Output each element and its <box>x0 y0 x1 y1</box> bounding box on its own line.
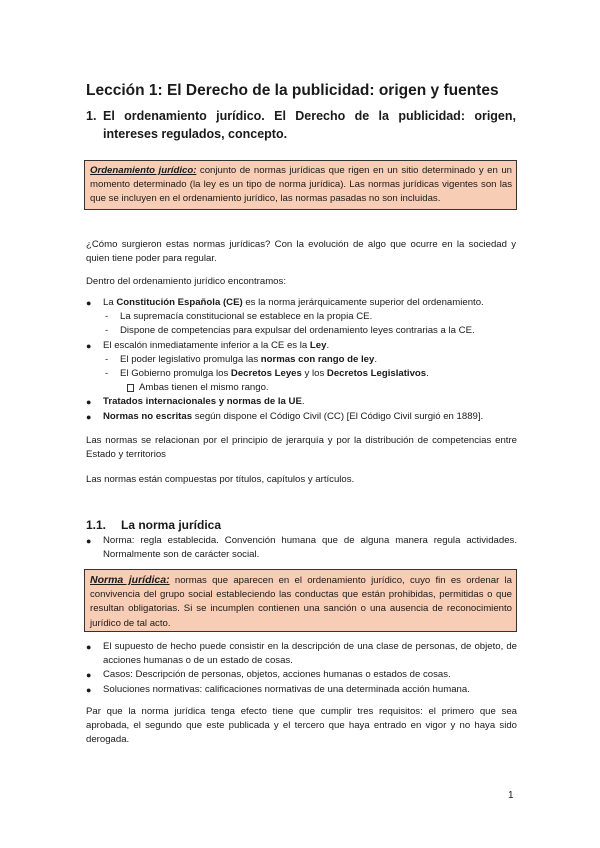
subsection-title: La norma jurídica <box>121 518 222 532</box>
list-item: ● El escalón inmediatamente inferior a la CE es la Ley. <box>86 339 518 353</box>
sub-sub-list-item: Ambas tienen el mismo rango. <box>86 381 518 395</box>
bullet-icon: ● <box>86 642 92 652</box>
ordenamiento-list <box>86 296 518 424</box>
paragraph-hierarchy: Las normas se relacionan por el principio de jerarquía y por la distribución de competencias entre Estado y territorios <box>86 435 517 461</box>
dash-icon: - <box>105 353 109 365</box>
bullet-icon: ● <box>86 298 92 308</box>
bullet-icon: ● <box>86 397 92 408</box>
paragraph-structure: Las normas están compuestas por títulos, capítulos y artículos. <box>86 474 355 485</box>
definition-term: Norma jurídica: <box>90 574 170 586</box>
norma-definition-list <box>86 534 517 562</box>
sub-list-item: - La supremacía constitucional se establece en la propia CE. <box>86 310 518 324</box>
sub-list-item: - Dispone de competencias para expulsar del ordenamiento leyes contrarias a la CE. <box>86 324 518 338</box>
list-item: ● Tratados internacionales y normas de la UE. <box>86 395 518 409</box>
paragraph-origin: ¿Cómo surgieron estas normas jurídicas? Con la evolución de algo que ocurre en la sociedad y quien tiene poder para regular. <box>86 239 516 265</box>
list-item: ● La Constitución Española (CE) es la norma jerárquicamente superior del ordenamiento. <box>86 296 518 310</box>
subsection-heading <box>86 518 222 532</box>
lesson-title: Lección 1: El Derecho de la publicidad: origen y fuentes <box>86 82 499 99</box>
paragraph-within: Dentro del ordenamiento jurídico encontramos: <box>86 276 286 287</box>
bullet-icon: ● <box>86 411 92 422</box>
definition-box-ordenamiento <box>84 160 517 210</box>
norma-structure-list <box>86 640 517 697</box>
page-number: 1 <box>508 790 514 801</box>
bullet-icon: ● <box>86 670 92 681</box>
bullet-icon: ● <box>86 340 92 351</box>
list-item: ● Soluciones normativas: calificaciones normativas de una determinada acción humana. <box>86 683 517 697</box>
section-heading-1 <box>86 107 516 143</box>
dash-icon: - <box>105 325 109 337</box>
square-bullet-icon <box>127 384 134 392</box>
subsection-number: 1.1. <box>86 518 107 532</box>
definition-text: conjunto de normas jurídicas que rigen en un sitio determinado y en un momento determinado (la ley es un tipo de norma jurídica). Las normas jurídicas vigentes son las que se incluyen en el ordenamiento jurídico, las normas pasadas no son incluidas. <box>90 165 512 205</box>
bullet-icon: ● <box>86 536 92 546</box>
definition-text: normas que aparecen en el ordenamiento jurídico, cuyo fin es ordenar la convivencia del grupo social estableciendo las conductas que están prohibidas, permitidas o que resultan obligatorias. Si se incumplen contienen una sanción o una ausencia de reconocimiento jurídico de tal acto. <box>90 575 512 629</box>
list-item: ● Casos: Descripción de personas, objetos, acciones humanas o estados de cosas. <box>86 668 517 682</box>
list-item: ● El supuesto de hecho puede consistir en la descripción de una clase de personas, de objeto, de acciones humanas o de un estado de cosas. <box>86 641 517 667</box>
list-item: ● Norma: regla establecida. Convención humana que de alguna manera regula actividades. Normalmente son de carácter social. <box>86 535 517 561</box>
sub-list-item: - El poder legislativo promulga las normas con rango de ley. <box>86 353 518 367</box>
definition-box-norma <box>84 569 517 632</box>
section-title: El ordenamiento jurídico. El Derecho de la publicidad: origen, intereses regulados, concepto. <box>103 109 516 141</box>
dash-icon: - <box>105 368 109 380</box>
section-number: 1. <box>86 109 97 123</box>
dash-icon: - <box>105 311 109 323</box>
list-item: ● Normas no escritas según dispone el Código Civil (CC) [El Código Civil surgió en 1889]. <box>86 410 518 424</box>
definition-term: Ordenamiento jurídico: <box>90 165 197 176</box>
bullet-icon: ● <box>86 684 92 695</box>
sub-list-item: - El Gobierno promulga los Decretos Leyes y los Decretos Legislativos. <box>86 367 518 381</box>
paragraph-requirements: Par que la norma jurídica tenga efecto tiene que cumplir tres requisitos: el primero que sea aprobada, el segundo que este publicada y el tercero que haya entrado en vigor y no haya sido derogada. <box>86 706 517 746</box>
